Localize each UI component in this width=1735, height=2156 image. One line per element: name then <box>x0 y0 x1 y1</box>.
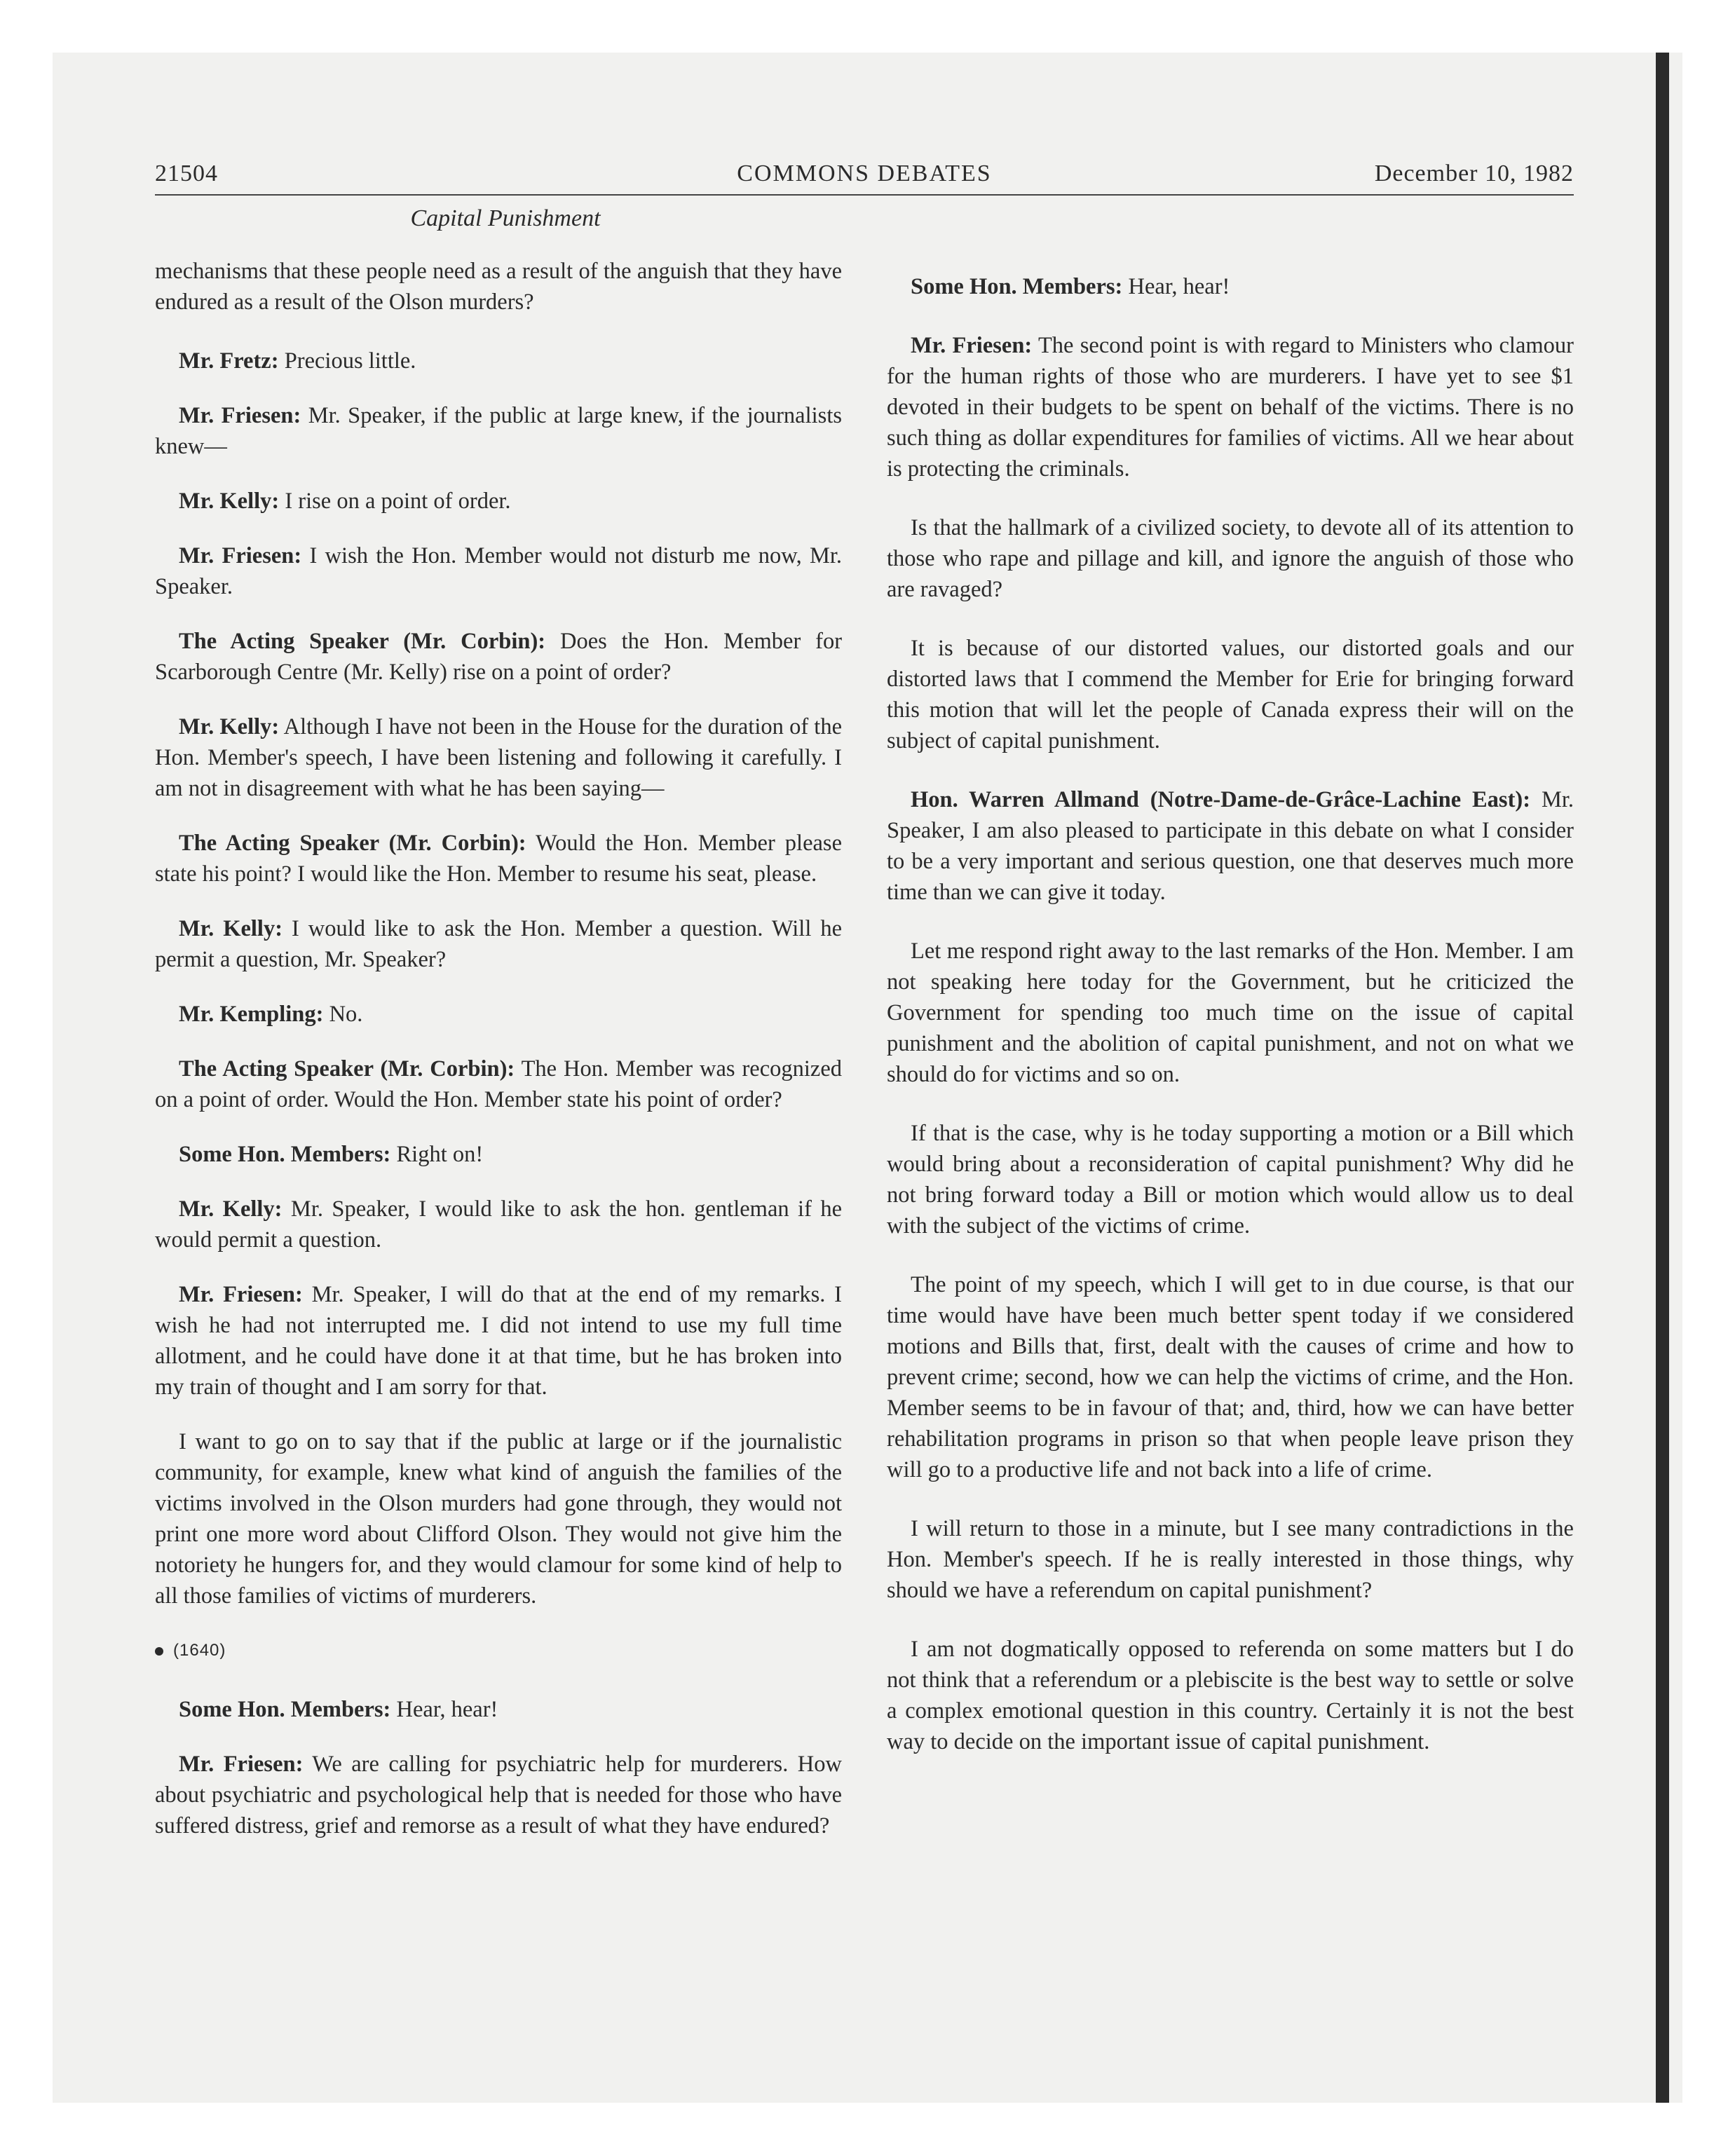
bullet-icon <box>155 1647 163 1656</box>
speech-text: I rise on a point of order. <box>285 489 511 514</box>
speaker-name: Mr. Friesen: <box>179 1752 304 1777</box>
speaker-name: Mr. Friesen: <box>911 333 1033 358</box>
speaker-name: Mr. Friesen: <box>179 1282 303 1307</box>
speech-text: It is because of our distorted values, our distorted goals and our distorted laws that I commend the Member for Erie for bringing forward this motion that will let the people of Canada express their will on the subject of capital punishment. <box>887 636 1574 753</box>
speaker-name: The Acting Speaker (Mr. Corbin): <box>179 1056 515 1082</box>
page-header <box>155 158 1574 196</box>
paragraph <box>887 1634 1574 1757</box>
paragraph <box>155 626 842 688</box>
paragraph <box>887 936 1574 1090</box>
paragraph <box>887 1513 1574 1606</box>
speaker-name: The Acting Speaker (Mr. Corbin): <box>179 629 546 654</box>
page-date: December 10, 1982 <box>1374 161 1574 186</box>
speech-text: Mr. Speaker, I will do that at the end of my remarks. I wish he had not interrupted me. I did not intend to use my full time allotment, and he could have done it at that time, but he has broken into my train of thought and I am sorry for that. <box>155 1282 842 1400</box>
speech-text: Is that the hallmark of a civilized society, to devote all of its attention to those who rape and pillage and kill, and ignore the anguish of those who are ravaged? <box>887 515 1574 602</box>
speech-text: Precious little. <box>284 348 416 374</box>
speech-text: The second point is with regard to Ministers who clamour for the human rights of those who are murderers. I have yet to see $1 devoted in their budgets to be spent on behalf of the victims. There is no such thing as dollar expenditures for families of victims. All we hear about is protecting the criminals. <box>887 333 1574 482</box>
paragraph <box>155 1139 842 1170</box>
speech-text: Although I have not been in the House for the duration of the Hon. Member's speech, I have been listening and following it carefully. I am not in disagreement with what he has been saying— <box>155 714 843 801</box>
speech-text: Would the Hon. Member please state his point? I would like the Hon. Member to resume his seat, please. <box>155 831 842 887</box>
section-title: Capital Punishment <box>410 205 601 231</box>
paragraph <box>155 400 842 462</box>
speaker-name: Some Hon. Members: <box>911 274 1123 299</box>
paragraph <box>155 256 842 318</box>
speech-text: Mr. Speaker, I would like to ask the hon. gentleman if he would permit a question. <box>155 1196 842 1253</box>
paragraph <box>887 784 1574 908</box>
paragraph <box>155 1694 842 1725</box>
paragraph <box>155 711 842 804</box>
speech-text: The point of my speech, which I will get to in due course, is that our time would have have been much better spent today if we considered motions and Bills that, first, dealt with the causes of crime and how to prevent crime; second, how we can help the victims of crime, and the Hon. Member seems to be in favour of that; and, third, how we can have better rehabilitation programs in prison so that when people leave prison they will go to a productive life and not back into a life of crime. <box>887 1272 1574 1482</box>
paragraph <box>155 486 842 517</box>
speaker-name: Mr. Friesen: <box>179 403 301 428</box>
speaker-name: Some Hon. Members: <box>179 1697 391 1722</box>
right-column <box>887 256 1574 1781</box>
speech-text: Right on! <box>396 1142 484 1167</box>
time-marker <box>155 1635 842 1666</box>
speech-text: Hear, hear! <box>396 1697 498 1722</box>
paragraph <box>155 1426 842 1611</box>
speaker-name: Hon. Warren Allmand (Notre-Dame-de-Grâce-Lachine East): <box>911 787 1531 812</box>
paragraph <box>155 828 842 889</box>
speech-text: No. <box>329 1002 363 1027</box>
speech-text: The Hon. Member was recognized on a point of order. Would the Hon. Member state his point of order? <box>155 1056 842 1112</box>
hansard-page <box>155 158 1574 1952</box>
speaker-name: Mr. Kempling: <box>179 1002 324 1027</box>
speaker-name: Mr. Fretz: <box>179 348 279 374</box>
speaker-name: Mr. Friesen: <box>179 543 302 568</box>
paragraph <box>887 1118 1574 1241</box>
speech-text: mechanisms that these people need as a result of the anguish that they have endured as a result of the Olson murders? <box>155 259 842 315</box>
paragraph <box>887 271 1574 302</box>
paragraph <box>887 1269 1574 1485</box>
paragraph <box>887 512 1574 605</box>
paragraph <box>887 330 1574 484</box>
paragraph <box>155 999 842 1030</box>
speech-text: We are calling for psychiatric help for murderers. How about psychiatric and psychological help that is needed for those who have suffered distress, grief and remorse as a result of what they have endured? <box>155 1752 842 1838</box>
speech-text: I will return to those in a minute, but I see many contradictions in the Hon. Member's speech. If he is really interested in those things, why should we have a referendum on capital punishment? <box>887 1516 1574 1603</box>
speech-text: Hear, hear! <box>1128 274 1230 299</box>
speech-text: I wish the Hon. Member would not disturb me now, Mr. Speaker. <box>155 543 843 599</box>
paragraph <box>155 1194 842 1255</box>
paragraph <box>155 1279 842 1403</box>
speaker-name: Mr. Kelly: <box>179 489 280 514</box>
speaker-name: Mr. Kelly: <box>179 1196 283 1222</box>
page-number: 21504 <box>155 161 218 186</box>
paragraph <box>887 633 1574 756</box>
speech-text: Mr. Speaker, if the public at large knew, if the journalists knew— <box>155 403 842 459</box>
speech-text: I want to go on to say that if the public at large or if the journalistic community, for example, knew what kind of anguish the families of the victims involved in the Olson murders had gone through, they would not print one more word about Clifford Olson. They would not give him the notoriety he hungers for, and they would clamour for some kind of help to all those families of victims of murderers. <box>155 1429 842 1609</box>
paragraph <box>155 346 842 376</box>
speech-text: I am not dogmatically opposed to referenda on some matters but I do not think that a referendum or a plebiscite is the best way to settle or solve a complex emotional question in this country. Certainly it is not the best way to decide on the important issue of capital punishment. <box>887 1637 1574 1754</box>
speaker-name: Some Hon. Members: <box>179 1142 391 1167</box>
paragraph <box>155 540 842 602</box>
publication-title: COMMONS DEBATES <box>737 161 992 186</box>
speech-text: Let me respond right away to the last remarks of the Hon. Member. I am not speaking here today for the Government, but he criticized the Government for spending too much time on the issue of capital punishment and the abolition of capital punishment, and not on what we should do for victims and so on. <box>887 939 1574 1087</box>
speech-text: Does the Hon. Member for Scarborough Centre (Mr. Kelly) rise on a point of order? <box>155 629 843 685</box>
time-marker-text: (1640) <box>173 1641 226 1660</box>
left-column <box>155 256 842 1865</box>
speech-text: Mr. Speaker, I am also pleased to participate in this debate on what I consider to be a very important and serious question, one that deserves much more time than we can give it today. <box>887 787 1574 905</box>
speech-text: If that is the case, why is he today supporting a motion or a Bill which would bring about a reconsideration of capital punishment? Why did he not bring forward today a Bill or motion which would allow us to deal with the subject of the victims of crime. <box>887 1121 1574 1239</box>
paragraph <box>155 1749 842 1841</box>
speaker-name: The Acting Speaker (Mr. Corbin): <box>179 831 526 856</box>
speaker-name: Mr. Kelly: <box>179 714 280 739</box>
paragraph <box>155 913 842 975</box>
speech-text: I would like to ask the Hon. Member a question. Will he permit a question, Mr. Speaker? <box>155 916 842 972</box>
paragraph <box>155 1053 842 1115</box>
scan-edge-shadow <box>1656 53 1669 2103</box>
speaker-name: Mr. Kelly: <box>179 916 283 941</box>
